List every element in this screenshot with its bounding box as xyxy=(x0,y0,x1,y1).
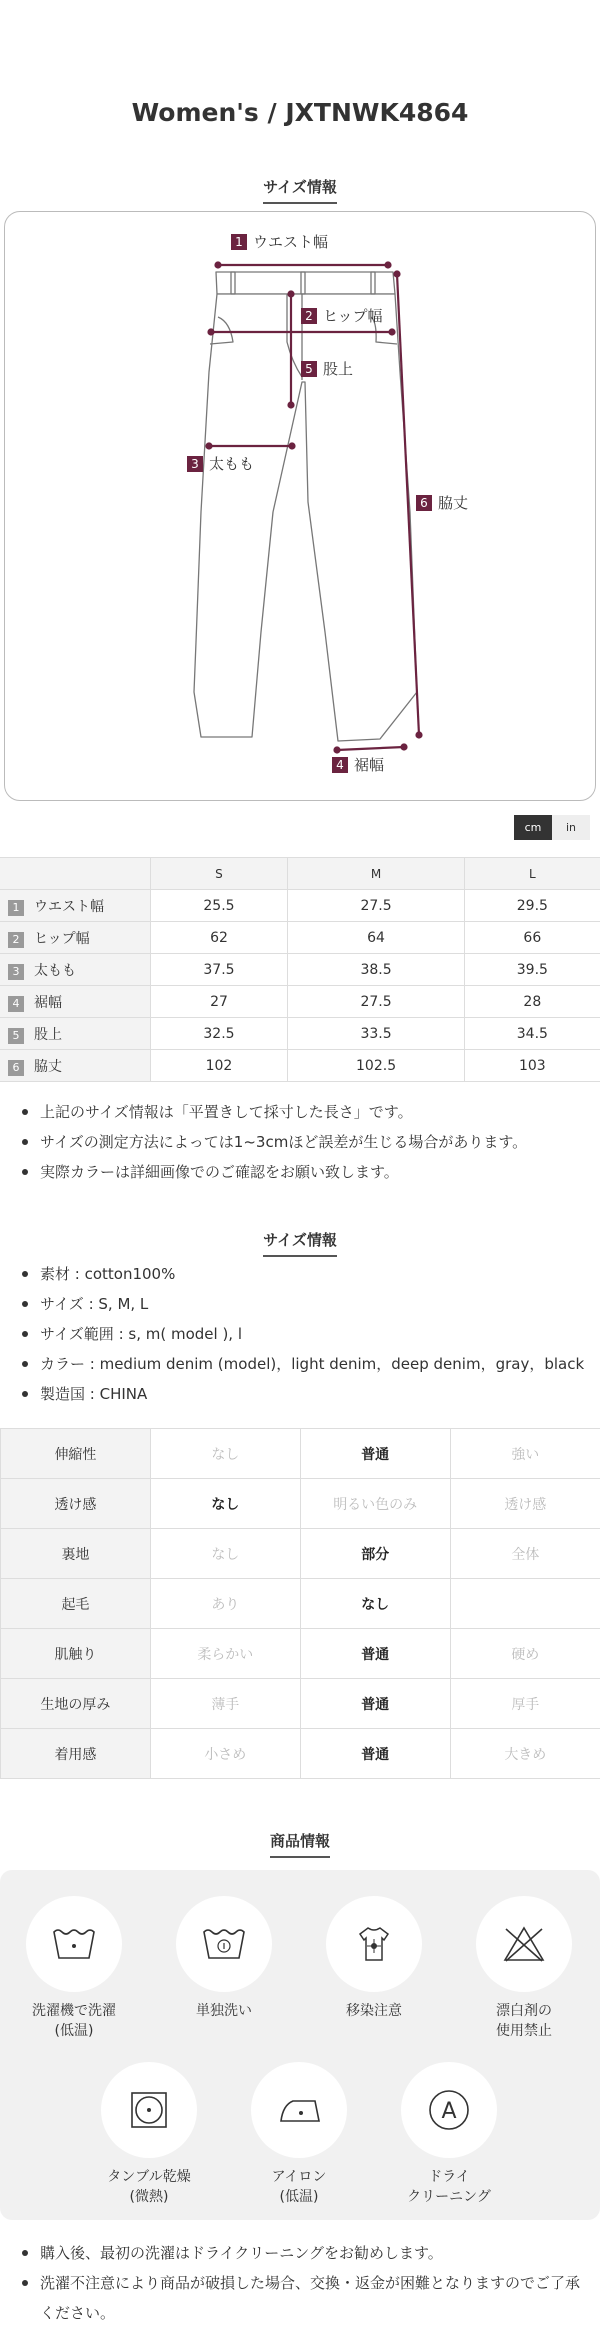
care-notes-list xyxy=(20,2238,590,2328)
rise-label: 5 股上 xyxy=(301,358,353,379)
list-item: 実際カラーは詳細画像でのご確認をお願い致します。 xyxy=(20,1157,590,1187)
unit-cm-button[interactable]: cm xyxy=(514,815,552,840)
table-row: 5 股上 32.5 33.5 34.5 xyxy=(0,1018,600,1050)
table-row: 着用感 小さめ 普通 大きめ xyxy=(1,1729,600,1779)
table-row: 裏地 なし 部分 全体 xyxy=(1,1529,600,1579)
no-bleach-icon xyxy=(502,1925,546,1963)
care-heading: 商品情報 xyxy=(0,1830,600,1858)
table-row: 起毛 あり なし xyxy=(1,1579,600,1629)
list-item: サイズの測定方法によっては1~3cmほど誤差が生じる場合があります。 xyxy=(20,1127,590,1157)
table-row: 透け感 なし 明るい色のみ 透け感 xyxy=(1,1479,600,1529)
care-item-color-transfer: 移染注意 xyxy=(309,1896,439,2021)
wash-low-temp-icon xyxy=(52,1926,96,1962)
dry-clean-icon xyxy=(427,2088,471,2132)
table-row: 2 ヒップ幅 62 64 66 xyxy=(0,922,600,954)
care-item-tumble-dry: タンブル乾燥 (微熱) xyxy=(84,2062,214,2207)
size-table-header xyxy=(0,858,600,890)
header-size-m: M xyxy=(288,858,464,890)
table-row: 肌触り 柔らかい 普通 硬め xyxy=(1,1629,600,1679)
care-item-no-bleach: 漂白剤の 使用禁止 xyxy=(459,1896,589,2041)
unit-toggle xyxy=(514,815,590,840)
list-item: 上記のサイズ情報は「平置きして採寸した長さ」です。 xyxy=(20,1097,590,1127)
color-transfer-icon xyxy=(352,1924,396,1964)
list-item: 素材 : cotton100% xyxy=(20,1259,590,1289)
header-size-l: L xyxy=(464,858,600,890)
care-item-iron: アイロン (低温) xyxy=(234,2062,364,2207)
list-item: サイズ : S, M, L xyxy=(20,1289,590,1319)
product-info-heading: サイズ情報 xyxy=(0,1229,600,1257)
tumble-dry-icon xyxy=(129,2090,169,2130)
svg-text:A: A xyxy=(441,2099,457,2124)
list-item: サイズ範囲 : s, m( model ), l xyxy=(20,1319,590,1349)
pants-diagram xyxy=(4,211,596,801)
size-info-heading: サイズ情報 xyxy=(0,176,600,204)
hip-width-label: 2 ヒップ幅 xyxy=(301,305,383,326)
table-row: 6 脇丈 102 102.5 103 xyxy=(0,1050,600,1082)
wash-separately-icon xyxy=(202,1926,246,1962)
table-row: 3 太もも 37.5 38.5 39.5 xyxy=(0,954,600,986)
care-instructions-panel xyxy=(0,1870,600,2220)
table-row: 生地の厚み 薄手 普通 厚手 xyxy=(1,1679,600,1729)
size-notes-list xyxy=(20,1097,590,1187)
thigh-label: 3 太もも xyxy=(187,453,254,474)
waist-width-label: 1 ウエスト幅 xyxy=(231,231,328,252)
table-row: 1 ウエスト幅 25.5 27.5 29.5 xyxy=(0,890,600,922)
table-row: 4 裾幅 27 27.5 28 xyxy=(0,986,600,1018)
list-item: 洗濯不注意により商品が破損した場合、交換・返金が困難となりますのでご了承ください。 xyxy=(20,2268,590,2328)
list-item: 購入後、最初の洗濯はドライクリーニングをお勧めします。 xyxy=(20,2238,590,2268)
list-item: カラー : medium denim (model)，light denim，deep denim，gray，black xyxy=(20,1349,590,1379)
hem-width-label: 4 裾幅 xyxy=(332,754,384,775)
product-specs-list xyxy=(20,1259,590,1409)
size-table xyxy=(0,857,600,1082)
side-length-label: 6 脇丈 xyxy=(416,492,468,513)
iron-low-icon xyxy=(275,2093,323,2127)
page-title: Women's / JXTNWK4864 xyxy=(131,98,469,127)
fabric-features-table xyxy=(0,1428,600,1779)
table-row: 伸縮性 なし 普通 強い xyxy=(1,1429,600,1479)
unit-in-button[interactable]: in xyxy=(552,815,590,840)
pants-outline-drawing xyxy=(5,212,597,802)
care-item-separate: 単独洗い xyxy=(159,1896,289,2021)
header-size-s: S xyxy=(150,858,288,890)
list-item: 製造国 : CHINA xyxy=(20,1379,590,1409)
care-item-dry-clean: A ドライ クリーニング xyxy=(384,2062,514,2207)
header-empty xyxy=(0,858,150,890)
care-item-wash: 洗濯機で洗濯 (低温) xyxy=(9,1896,139,2041)
